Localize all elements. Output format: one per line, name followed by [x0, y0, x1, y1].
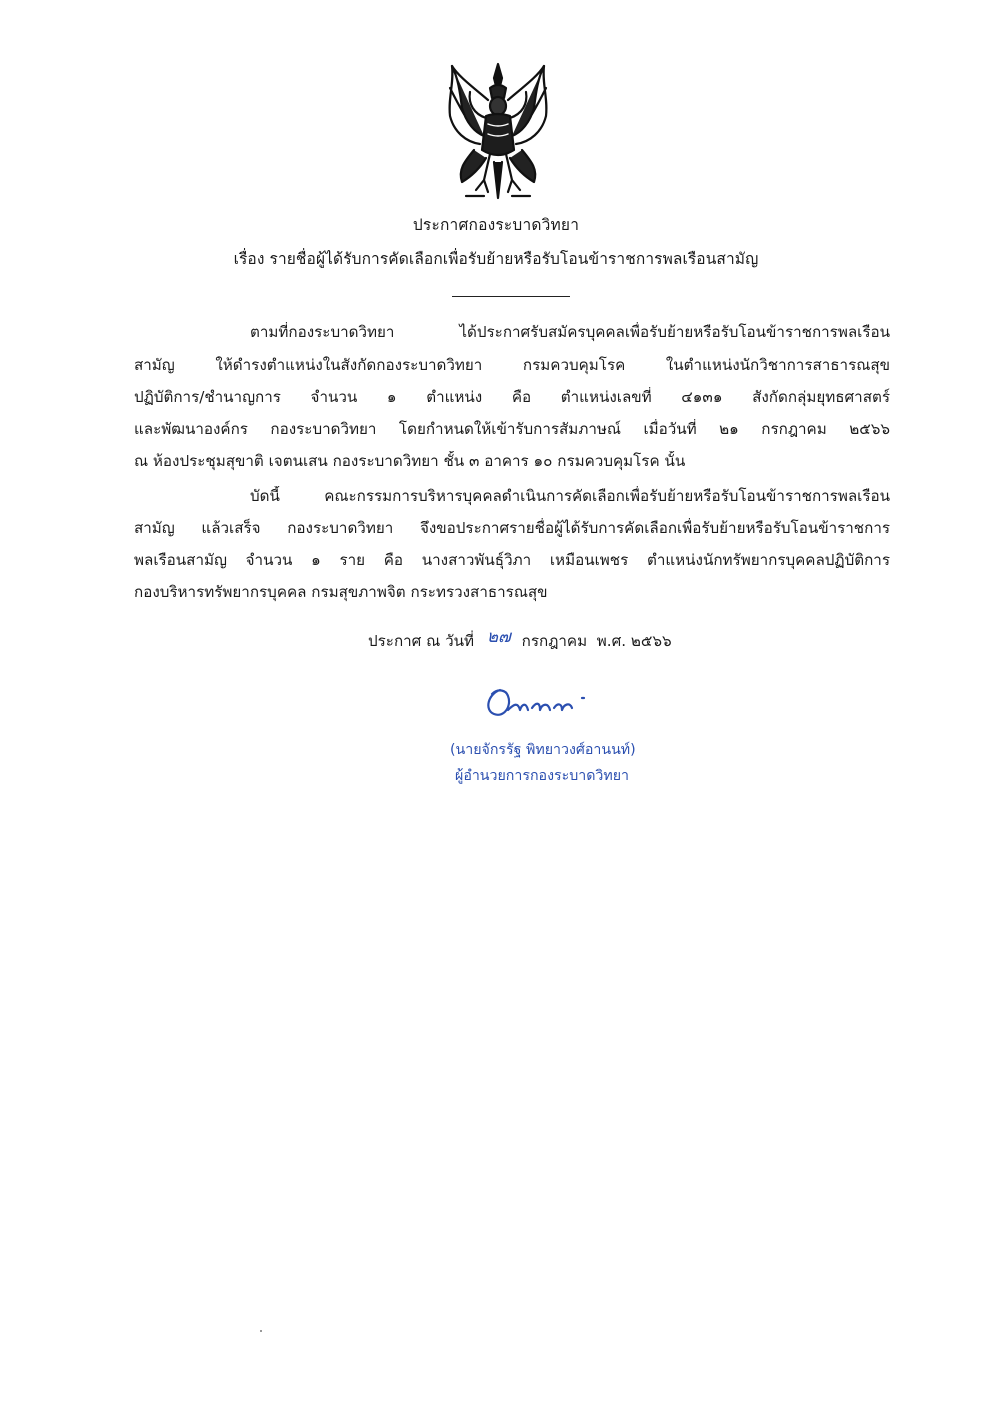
paragraph-1-line-4: และพัฒนาองค์กร กองระบาดวิทยา โดยกำหนดให้เข้ารับการสัมภาษณ์ เมื่อวันที่ ๒๑ กรกฎาคม ๒๕๖๖ — [134, 420, 890, 438]
paragraph-2-line-4: กองบริหารทรัพยากรบุคคล กรมสุขภาพจิต กระทรวงสาธารณสุข — [134, 583, 548, 601]
paragraph-1-line-2: สามัญ ให้ดำรงตำแหน่งในสังกัดกองระบาดวิทยา กรมควบคุมโรค ในตำแหน่งนักวิชาการสาธารณสุข — [134, 356, 890, 374]
signer-title: ผู้อำนวยการกองระบาดวิทยา — [455, 768, 630, 784]
paragraph-2-line-1: บัดนี้ คณะกรรมการบริหารบุคคลดำเนินการคัดเลือกเพื่อรับย้ายหรือรับโอนข้าราชการพลเรือน — [250, 487, 890, 505]
announcement-date — [368, 627, 672, 654]
paragraph-1-line-1: ตามที่กองระบาดวิทยา ได้ประกาศรับสมัครบุคคลเพื่อรับย้ายหรือรับโอนข้าราชการพลเรือน — [250, 323, 890, 341]
date-year: พ.ศ. ๒๕๖๖ — [596, 632, 672, 650]
paragraph-2-line-3: พลเรือนสามัญ จำนวน ๑ ราย คือ นางสาวพันธุ์วิภา เหมือนเพชร ตำแหน่งนักทรัพยากรบุคคลปฏิบัติการ — [134, 551, 890, 569]
paragraph-1-line-5: ณ ห้องประชุมสุขาติ เจตนเสน กองระบาดวิทยา ชั้น ๓ อาคาร ๑๐ กรมควบคุมโรค นั้น — [134, 452, 686, 470]
scan-speck — [260, 1330, 262, 1332]
title-divider — [452, 296, 570, 297]
garuda-emblem-icon — [444, 58, 552, 206]
announcement-title: ประกาศกองระบาดวิทยา — [412, 216, 580, 234]
date-month: กรกฎาคม — [521, 632, 588, 650]
date-prefix: ประกาศ ณ วันที่ — [368, 632, 474, 650]
signer-name: (นายจักรรัฐ พิทยาวงศ์อานนท์) — [450, 742, 636, 758]
date-day-handwritten: ๒๗ — [486, 627, 511, 647]
paragraph-1-line-3: ปฏิบัติการ/ชำนาญการ จำนวน ๑ ตำแหน่ง คือ ตำแหน่งเลขที่ ๔๑๓๑ สังกัดกลุ่มยุทธศาสตร์ — [134, 388, 890, 406]
announcement-subject: เรื่อง รายชื่อผู้ได้รับการคัดเลือกเพื่อรับย้ายหรือรับโอนข้าราชการพลเรือนสามัญ — [233, 250, 759, 268]
paragraph-2-line-2: สามัญ แล้วเสร็จ กองระบาดวิทยา จึงขอประกาศรายชื่อผู้ได้รับการคัดเลือกเพื่อรับย้ายหรือรับโอนข้าราชการ — [134, 519, 890, 537]
handwritten-signature-icon — [478, 680, 598, 724]
